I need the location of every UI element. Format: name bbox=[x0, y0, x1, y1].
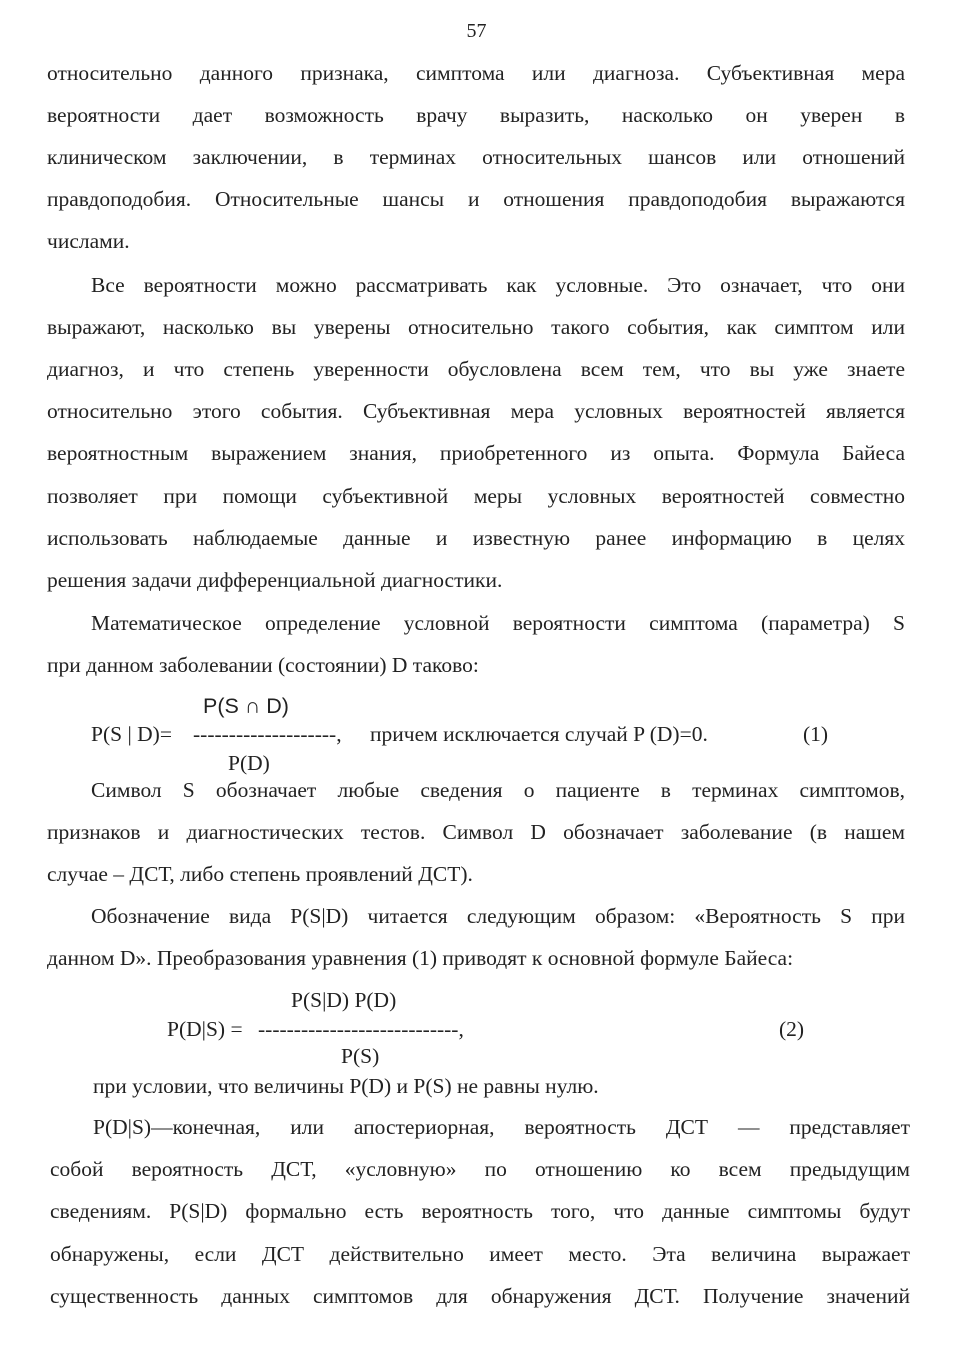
text-line: выражают, насколько вы уверены относительно такого события, как симптом или bbox=[47, 315, 905, 339]
text-line: числами. bbox=[47, 229, 130, 253]
text-line: диагноз, и что степень уверенности обусловлена всем тем, что вы уже знаете bbox=[47, 357, 905, 381]
text-line: существенность данных симптомов для обнаружения ДСТ. Получение значений bbox=[50, 1284, 910, 1308]
text-line: Все вероятности можно рассматривать как условные. Это означает, что они bbox=[91, 273, 905, 297]
text-line: данном D». Преобразования уравнения (1) приводят к основной формуле Байеса: bbox=[47, 946, 794, 970]
text-line: Математическое определение условной вероятности симптома (параметра) S bbox=[91, 611, 905, 635]
text-line: P(D|S)—конечная, или апостериорная, вероятность ДСТ — представляет bbox=[93, 1115, 910, 1139]
formula-2-note: при условии, что величины P(D) и P(S) не равны нулю. bbox=[93, 1074, 599, 1098]
text-line: позволяет при помощи субъективной меры условных вероятностей совместно bbox=[47, 484, 905, 508]
formula-1-dashes: --------------------, bbox=[193, 722, 342, 746]
text-line: при данном заболевании (состоянии) D таково: bbox=[47, 653, 479, 677]
formula-2-dashes: ----------------------------, bbox=[258, 1017, 464, 1041]
text-line: клиническом заключении, в терминах относительных шансов или отношений bbox=[47, 145, 905, 169]
formula-1-number: (1) bbox=[803, 722, 829, 746]
text-line: использовать наблюдаемые данные и известную ранее информацию в целях bbox=[47, 526, 905, 550]
text-line: относительно этого события. Субъективная мера условных вероятностей является bbox=[47, 399, 905, 423]
formula-2-lhs: P(D|S) = bbox=[167, 1017, 243, 1041]
page-number: 57 bbox=[466, 20, 487, 42]
text-line: Обозначение вида P(S|D) читается следующим образом: «Вероятность S при bbox=[91, 904, 905, 928]
text-line: вероятности дает возможность врачу выразить, насколько он уверен в bbox=[47, 103, 905, 127]
formula-2-denominator: P(S) bbox=[341, 1044, 380, 1068]
text-line: признаков и диагностических тестов. Символ D обозначает заболевание (в нашем bbox=[47, 820, 905, 844]
text-line: сведениям. P(S|D) формально есть вероятность того, что данные симптомы будут bbox=[50, 1199, 910, 1223]
text-line: Символ S обозначает любые сведения о пациенте в терминах симптомов, bbox=[91, 778, 905, 802]
text-line: правдоподобия. Относительные шансы и отношения правдоподобия выражаются bbox=[47, 187, 905, 211]
formula-1-denominator: P(D) bbox=[228, 751, 270, 775]
text-line: случае – ДСТ, либо степень проявлений ДСТ). bbox=[47, 862, 473, 886]
text-line: обнаружены, если ДСТ действительно имеет место. Эта величина выражает bbox=[50, 1242, 910, 1266]
formula-1-numerator: P(S ∩ D) bbox=[203, 694, 289, 718]
formula-1-lhs: P(S | D)= bbox=[91, 722, 172, 746]
text-line: вероятностным выражением знания, приобретенного из опыта. Формула Байеса bbox=[47, 441, 905, 465]
text-line: собой вероятность ДСТ, «условную» по отношению ко всем предыдущим bbox=[50, 1157, 910, 1181]
formula-2-number: (2) bbox=[779, 1017, 805, 1041]
formula-1-condition: причем исключается случай P (D)=0. bbox=[370, 722, 708, 746]
formula-2-numerator: P(S|D) P(D) bbox=[291, 988, 397, 1012]
text-line: решения задачи дифференциальной диагностики. bbox=[47, 568, 503, 592]
text-line: относительно данного признака, симптома или диагноза. Субъективная мера bbox=[47, 61, 905, 85]
